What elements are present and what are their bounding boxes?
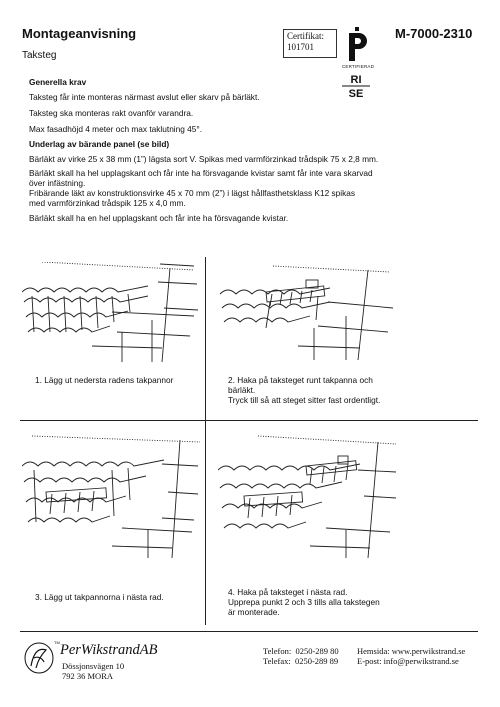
fax-number: Telefax: 0250-289 89 [263, 656, 339, 666]
general-line: Taksteg får inte monteras närmast avslut eller skarv på bärläkt. [29, 92, 260, 102]
rise-logo [339, 71, 373, 99]
underlay-heading: Underlag av bärande panel (se bild) [29, 139, 170, 149]
svg-text:RI: RI [350, 74, 362, 86]
phone-number: Telefon: 0250-289 80 [263, 646, 339, 656]
step-2-illustration [218, 262, 398, 364]
company-name: PerWikstrandAB [60, 642, 158, 658]
step-4-illustration [218, 430, 400, 562]
general-line: Max fasadhöjd 4 meter och max taklutning 45°. [29, 124, 203, 134]
underlay-line: Bärläkt skall ha en hel upplagskant och får inte ha försvagande kvistar. [29, 213, 289, 223]
certificate-number: 101701 [287, 42, 314, 52]
step-4-caption: 4. Haka på taksteget i nästa rad. Upprepa punkt 2 och 3 tills alla takstegen är monterade. [228, 587, 380, 617]
step-3-illustration [22, 430, 202, 562]
footer-divider [20, 631, 478, 632]
city-address: 792 36 MORA [62, 671, 114, 681]
document-number: M-7000-2310 [395, 26, 473, 41]
general-heading: Generella krav [29, 77, 87, 87]
general-line: Taksteg ska monteras rakt ovanför varandra. [29, 108, 194, 118]
trademark-mark: TM [54, 640, 60, 645]
underlay-line: med varmförzinkad trådspik 125 x 4,0 mm. [29, 198, 186, 208]
document-title: Montageanvisning [22, 26, 137, 41]
document-subtitle: Taksteg [22, 50, 57, 61]
underlay-line: Bärläkt av virke 25 x 38 mm (1”) lägsta sort V. Spikas med varmförzinkad trådspik 75 x 2,8 mm. [29, 154, 379, 164]
underlay-line: över infästning. [29, 178, 86, 188]
street-address: Dössjonsvägen 10 [62, 661, 125, 671]
step-3-caption: 3. Lägg ut takpannorna i nästa rad. [35, 592, 164, 602]
certified-text: CERTIFIERAD [341, 64, 375, 69]
step-2-caption: 2. Haka på taksteget runt takpanna och bärläkt. Tryck till så att steget sitter fast ordentligt. [228, 375, 381, 405]
grid-divider-vertical [205, 257, 206, 625]
underlay-line: Fribärande läkt av konstruktionsvirke 45 x 70 mm (2”) i lägst hållfasthetsklass K12 spikas [29, 188, 356, 198]
email-link[interactable]: E-post: info@perwikstrand.se [357, 656, 459, 666]
grid-divider-horizontal [20, 420, 478, 421]
website-link[interactable]: Hemsida: www.perwikstrand.se [357, 646, 466, 656]
step-1-caption: 1. Lägg ut nedersta radens takpannor [35, 375, 174, 385]
certificate-label: Certifikat: [287, 31, 324, 41]
certificate-box [283, 29, 337, 58]
company-emblem-icon [22, 640, 56, 676]
svg-text:SE: SE [348, 88, 364, 99]
step-1-illustration [22, 262, 202, 370]
underlay-line: Bärläkt skall ha hel upplagskant och får inte ha försvagande kvistar samt får inte vara skarvad [29, 168, 373, 178]
